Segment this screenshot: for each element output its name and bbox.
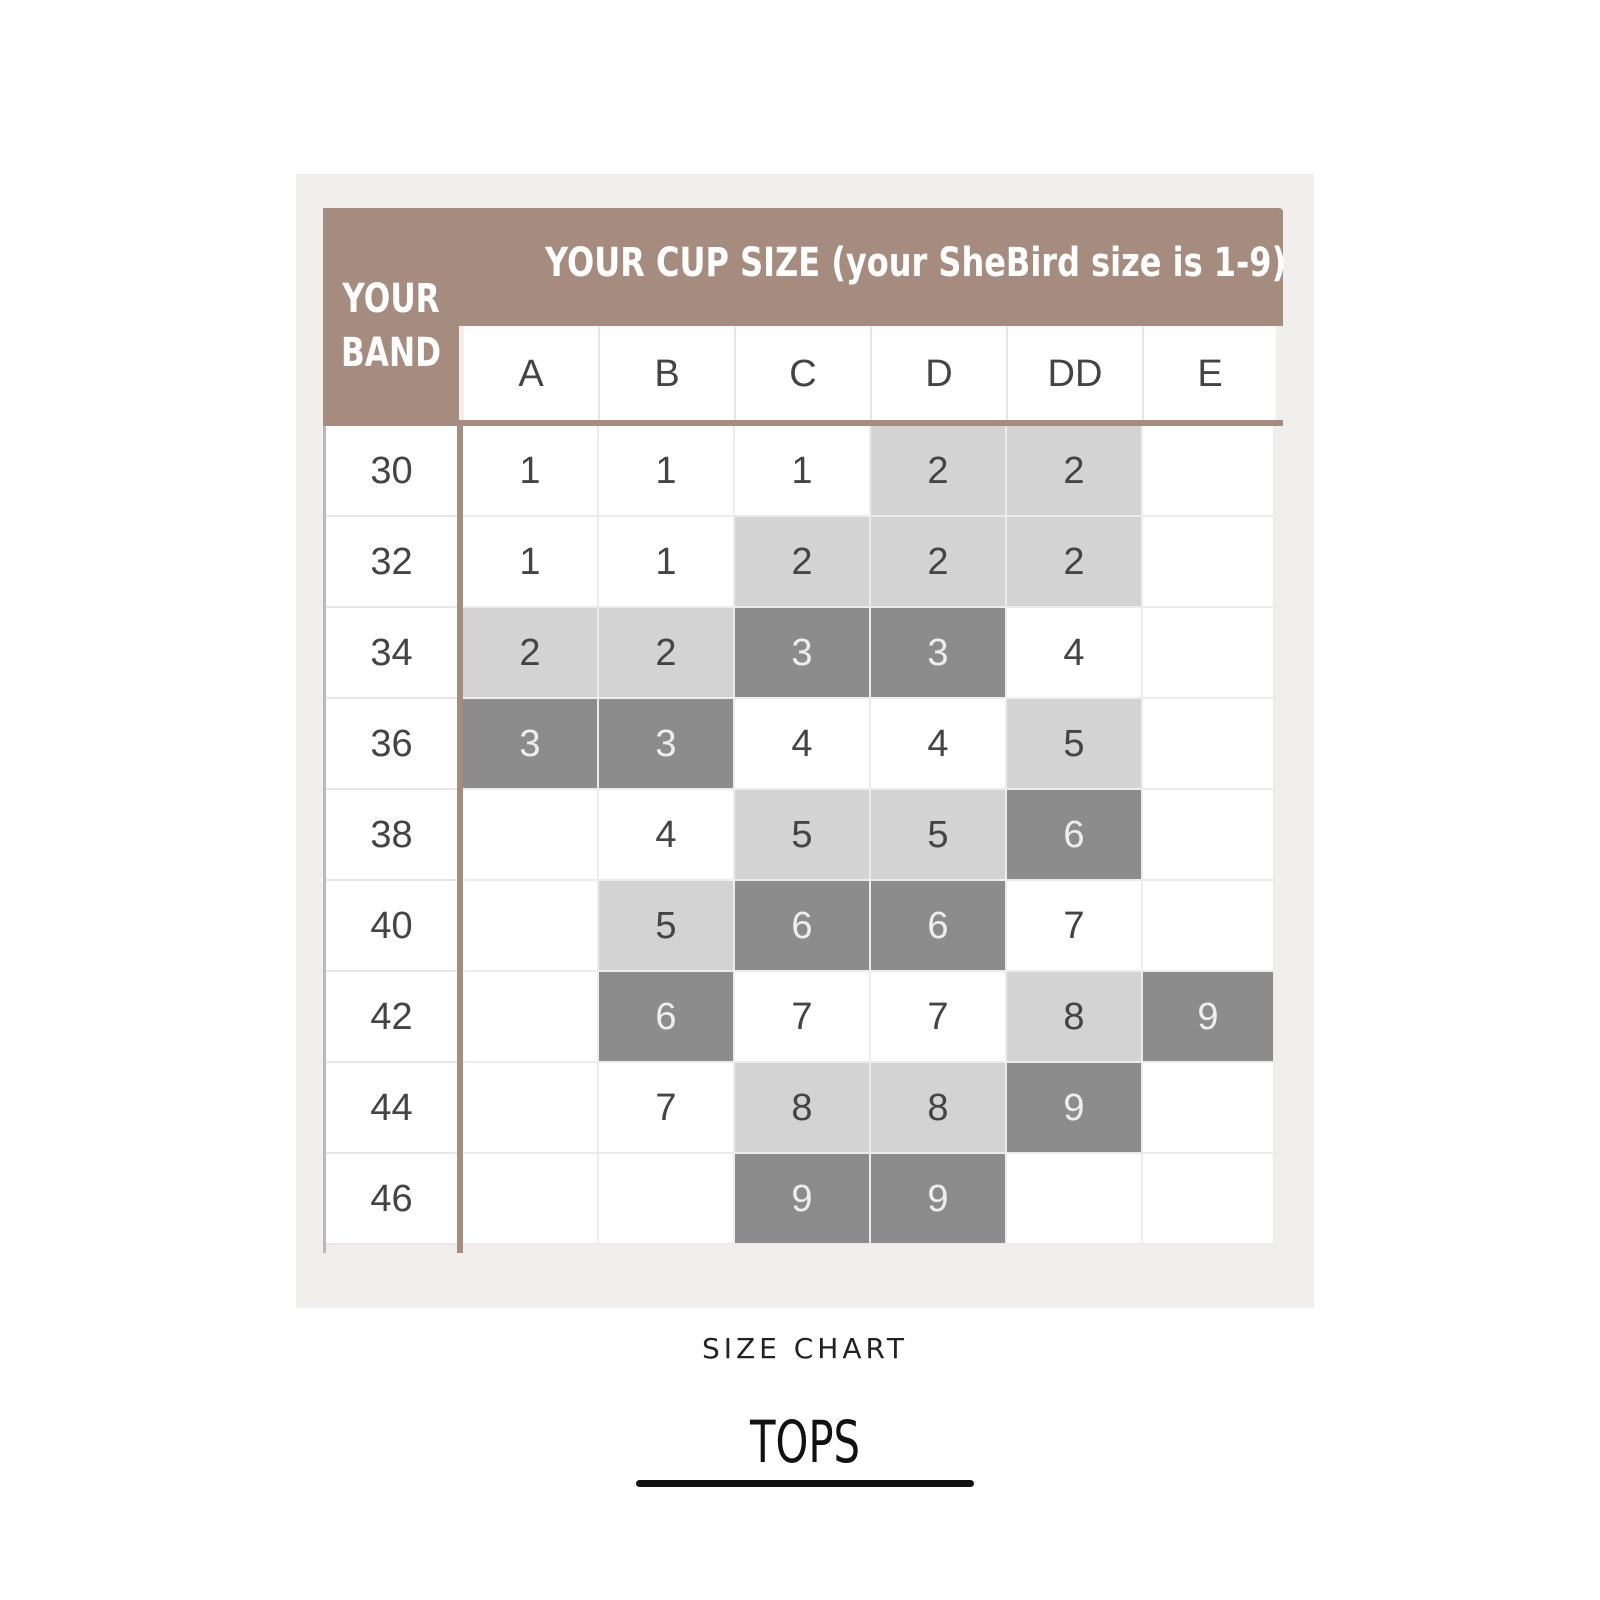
band-32: 32	[326, 517, 457, 608]
tab-tops-underline	[636, 1480, 974, 1487]
size-cell-44-b: 7	[599, 1063, 735, 1154]
size-chart	[323, 208, 1287, 1253]
size-cell-36-a: 3	[463, 699, 599, 790]
band-34: 34	[326, 608, 457, 699]
size-cell-32-e	[1143, 517, 1275, 608]
size-cell-34-a: 2	[463, 608, 599, 699]
size-cell-34-e	[1143, 608, 1275, 699]
size-cell-38-b: 4	[599, 790, 735, 881]
size-cell-42-c: 7	[735, 972, 871, 1063]
size-cell-32-d: 2	[871, 517, 1007, 608]
size-cell-40-e	[1143, 881, 1275, 972]
cup-header-a: A	[464, 326, 600, 422]
cup-header-b: B	[600, 326, 736, 422]
size-cell-46-e	[1143, 1154, 1275, 1245]
cup-columns-header	[464, 326, 1276, 422]
size-cell-40-c: 6	[735, 881, 871, 972]
size-cell-34-d: 3	[871, 608, 1007, 699]
size-cell-30-a: 1	[463, 426, 599, 517]
size-cell-32-b: 1	[599, 517, 735, 608]
size-cell-30-d: 2	[871, 426, 1007, 517]
cup-size-title: YOUR CUP SIZE (your SheBird size is 1-9)	[545, 240, 1287, 286]
band-header-label: YOUR BAND	[341, 276, 441, 376]
cup-header-c: C	[736, 326, 872, 422]
size-cell-36-c: 4	[735, 699, 871, 790]
size-cell-30-e	[1143, 426, 1275, 517]
size-cell-38-a	[463, 790, 599, 881]
band-header	[323, 208, 459, 426]
band-36: 36	[326, 699, 457, 790]
size-cell-38-dd: 6	[1007, 790, 1143, 881]
size-cell-46-c: 9	[735, 1154, 871, 1245]
size-cell-46-dd	[1007, 1154, 1143, 1245]
size-cell-36-e	[1143, 699, 1275, 790]
size-cell-42-e: 9	[1143, 972, 1275, 1063]
size-cell-44-d: 8	[871, 1063, 1007, 1154]
size-cell-36-b: 3	[599, 699, 735, 790]
size-cell-46-b	[599, 1154, 735, 1245]
size-cell-38-c: 5	[735, 790, 871, 881]
cup-header-dd: DD	[1008, 326, 1144, 422]
size-cell-42-d: 7	[871, 972, 1007, 1063]
size-cell-32-a: 1	[463, 517, 599, 608]
cup-header-d: D	[872, 326, 1008, 422]
size-cell-34-dd: 4	[1007, 608, 1143, 699]
size-cell-44-e	[1143, 1063, 1275, 1154]
size-cell-32-dd: 2	[1007, 517, 1143, 608]
size-cell-30-b: 1	[599, 426, 735, 517]
band-44: 44	[326, 1063, 457, 1154]
size-cell-44-c: 8	[735, 1063, 871, 1154]
size-cell-32-c: 2	[735, 517, 871, 608]
size-cell-42-dd: 8	[1007, 972, 1143, 1063]
size-cell-30-dd: 2	[1007, 426, 1143, 517]
tab-tops[interactable]: TOPS	[749, 1408, 861, 1476]
size-cell-40-dd: 7	[1007, 881, 1143, 972]
size-cell-42-a	[463, 972, 599, 1063]
size-cell-34-b: 2	[599, 608, 735, 699]
size-cell-34-c: 3	[735, 608, 871, 699]
size-cell-42-b: 6	[599, 972, 735, 1063]
size-cell-36-d: 4	[871, 699, 1007, 790]
size-chart-caption: SIZE CHART	[701, 1332, 909, 1365]
size-cell-38-d: 5	[871, 790, 1007, 881]
size-cell-46-d: 9	[871, 1154, 1007, 1245]
size-cell-44-a	[463, 1063, 599, 1154]
size-cell-44-dd: 9	[1007, 1063, 1143, 1154]
band-46: 46	[326, 1154, 457, 1245]
cup-header-e: E	[1197, 353, 1223, 395]
size-cell-40-a	[463, 881, 599, 972]
size-cell-40-d: 6	[871, 881, 1007, 972]
size-cell-36-dd: 5	[1007, 699, 1143, 790]
band-40: 40	[326, 881, 457, 972]
band-38: 38	[326, 790, 457, 881]
band-30: 30	[326, 426, 457, 517]
size-cell-30-c: 1	[735, 426, 871, 517]
size-cell-40-b: 5	[599, 881, 735, 972]
size-cell-38-e	[1143, 790, 1275, 881]
size-cell-46-a	[463, 1154, 599, 1245]
band-42: 42	[326, 972, 457, 1063]
